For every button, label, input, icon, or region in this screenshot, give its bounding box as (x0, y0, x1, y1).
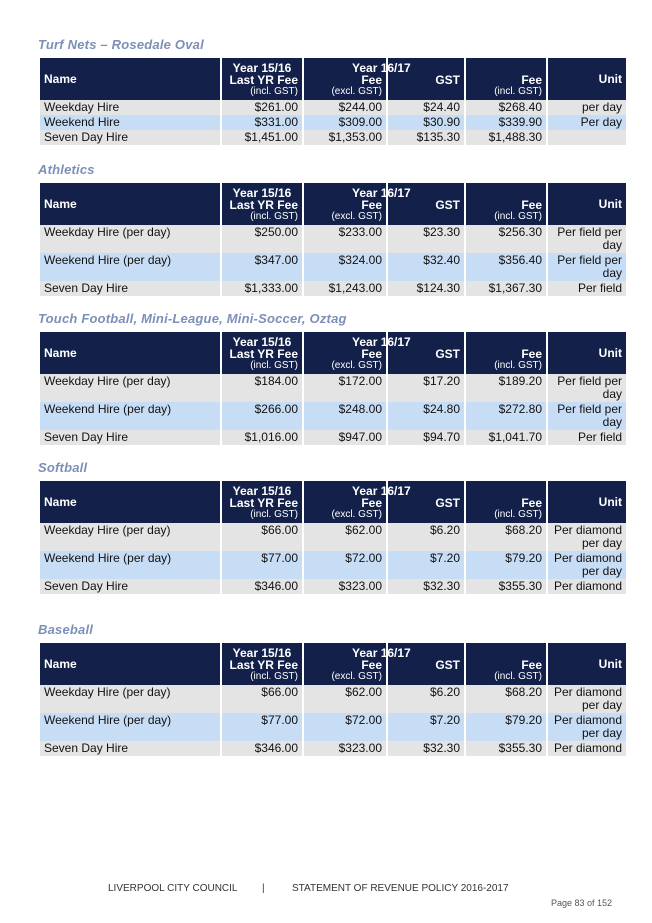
table-row (40, 402, 626, 430)
row-name: Weekday Hire (per day) (40, 523, 220, 551)
row-fee-excl: $62.00 (304, 523, 386, 551)
row-gst: $124.30 (388, 281, 464, 296)
row-fee-incl: $356.40 (466, 253, 546, 281)
header-unit: Unit (548, 58, 626, 100)
footer-policy: STATEMENT OF REVENUE POLICY 2016-2017 (292, 883, 509, 894)
footer-council: LIVERPOOL CITY COUNCIL (108, 883, 238, 894)
section-title: Touch Football, Mini-League, Mini-Soccer, Oztag (38, 311, 347, 326)
row-fee-excl: $323.00 (304, 579, 386, 594)
row-gst: $24.80 (388, 402, 464, 430)
row-last-yr-fee: $77.00 (222, 551, 302, 579)
footer-separator: | (262, 883, 265, 894)
row-last-yr-fee: $261.00 (222, 100, 302, 115)
fee-table (38, 643, 628, 756)
row-gst: $7.20 (388, 551, 464, 579)
header-unit: Unit (548, 332, 626, 374)
row-gst: $6.20 (388, 523, 464, 551)
row-name: Seven Day Hire (40, 281, 220, 296)
section-title: Softball (38, 460, 88, 475)
row-fee-incl: $68.20 (466, 523, 546, 551)
row-fee-incl: $1,041.70 (466, 430, 546, 445)
row-fee-incl: $79.20 (466, 551, 546, 579)
header-name: Name (40, 643, 220, 685)
table-header-row (40, 643, 626, 685)
fee-table (38, 58, 628, 145)
fee-table (38, 183, 628, 296)
row-last-yr-fee: $347.00 (222, 253, 302, 281)
table-header-row (40, 481, 626, 523)
header-fee-excl: Fee (excl. GST) (304, 643, 386, 685)
row-fee-excl: $323.00 (304, 741, 386, 756)
header-name: Name (40, 183, 220, 225)
row-fee-excl: $233.00 (304, 225, 386, 253)
row-gst: $30.90 (388, 115, 464, 130)
fee-table (38, 481, 628, 594)
row-gst: $32.30 (388, 741, 464, 756)
row-fee-excl: $947.00 (304, 430, 386, 445)
row-name: Seven Day Hire (40, 430, 220, 445)
header-last-yr-fee: Year 15/16 Last YR Fee (incl. GST) (222, 332, 302, 374)
header-gst: Year 16/17 GST (388, 643, 464, 685)
header-last-yr-fee: Year 15/16 Last YR Fee (incl. GST) (222, 643, 302, 685)
header-fee-excl: Fee (excl. GST) (304, 58, 386, 100)
row-unit: per day (548, 100, 626, 115)
row-fee-incl: $268.40 (466, 100, 546, 115)
row-last-yr-fee: $1,451.00 (222, 130, 302, 145)
header-gst: Year 16/17 GST (388, 332, 464, 374)
header-last-yr-fee: Year 15/16 Last YR Fee (incl. GST) (222, 58, 302, 100)
row-gst: $135.30 (388, 130, 464, 145)
row-gst: $32.30 (388, 579, 464, 594)
row-fee-excl: $62.00 (304, 685, 386, 713)
table-row (40, 100, 626, 115)
row-gst: $94.70 (388, 430, 464, 445)
section-title: Baseball (38, 622, 94, 637)
header-gst: Year 16/17 GST (388, 481, 464, 523)
row-unit: Per diamond per day (548, 551, 626, 579)
row-unit: Per field per day (548, 402, 626, 430)
row-name: Seven Day Hire (40, 579, 220, 594)
table-header-row (40, 58, 626, 100)
row-fee-excl: $172.00 (304, 374, 386, 402)
header-unit: Unit (548, 643, 626, 685)
row-gst: $24.40 (388, 100, 464, 115)
row-name: Weekday Hire (per day) (40, 225, 220, 253)
row-fee-excl: $72.00 (304, 713, 386, 741)
row-last-yr-fee: $66.00 (222, 523, 302, 551)
row-fee-incl: $339.90 (466, 115, 546, 130)
row-fee-incl: $355.30 (466, 741, 546, 756)
header-fee-incl: Fee (incl. GST) (466, 643, 546, 685)
row-fee-incl: $68.20 (466, 685, 546, 713)
header-fee-excl: Fee (excl. GST) (304, 183, 386, 225)
row-fee-excl: $309.00 (304, 115, 386, 130)
header-fee-excl: Fee (excl. GST) (304, 332, 386, 374)
row-fee-excl: $244.00 (304, 100, 386, 115)
table-header-row (40, 183, 626, 225)
header-last-yr-fee: Year 15/16 Last YR Fee (incl. GST) (222, 481, 302, 523)
row-fee-incl: $1,488.30 (466, 130, 546, 145)
row-name: Weekday Hire (40, 100, 220, 115)
row-unit: Per diamond per day (548, 523, 626, 551)
table-row (40, 523, 626, 551)
row-last-yr-fee: $1,016.00 (222, 430, 302, 445)
row-unit: Per field per day (548, 253, 626, 281)
table-row (40, 115, 626, 130)
table-row (40, 374, 626, 402)
row-name: Weekend Hire (per day) (40, 551, 220, 579)
page-number: Page 83 of 152 (550, 898, 612, 908)
row-last-yr-fee: $77.00 (222, 713, 302, 741)
row-unit: Per day (548, 115, 626, 130)
row-fee-excl: $72.00 (304, 551, 386, 579)
header-name: Name (40, 58, 220, 100)
row-last-yr-fee: $346.00 (222, 741, 302, 756)
row-unit (548, 130, 626, 145)
table-header-row (40, 332, 626, 374)
row-fee-excl: $248.00 (304, 402, 386, 430)
row-last-yr-fee: $184.00 (222, 374, 302, 402)
table-row (40, 713, 626, 741)
row-fee-incl: $355.30 (466, 579, 546, 594)
row-last-yr-fee: $331.00 (222, 115, 302, 130)
row-name: Seven Day Hire (40, 741, 220, 756)
row-name: Weekend Hire (40, 115, 220, 130)
header-fee-incl: Fee (incl. GST) (466, 481, 546, 523)
row-fee-excl: $1,243.00 (304, 281, 386, 296)
section-title: Athletics (38, 162, 95, 177)
row-gst: $23.30 (388, 225, 464, 253)
row-unit: Per diamond per day (548, 713, 626, 741)
row-fee-excl: $1,353.00 (304, 130, 386, 145)
header-fee-incl: Fee (incl. GST) (466, 332, 546, 374)
row-fee-incl: $272.80 (466, 402, 546, 430)
header-name: Name (40, 481, 220, 523)
header-fee-excl: Fee (excl. GST) (304, 481, 386, 523)
row-name: Weekend Hire (per day) (40, 253, 220, 281)
row-fee-incl: $79.20 (466, 713, 546, 741)
row-unit: Per diamond (548, 741, 626, 756)
row-name: Weekend Hire (per day) (40, 713, 220, 741)
row-unit: Per field per day (548, 374, 626, 402)
table-row (40, 741, 626, 756)
row-name: Weekend Hire (per day) (40, 402, 220, 430)
table-row (40, 430, 626, 445)
row-gst: $32.40 (388, 253, 464, 281)
row-gst: $17.20 (388, 374, 464, 402)
row-unit: Per field (548, 430, 626, 445)
header-last-yr-fee: Year 15/16 Last YR Fee (incl. GST) (222, 183, 302, 225)
table-row (40, 130, 626, 145)
row-name: Weekday Hire (per day) (40, 374, 220, 402)
row-name: Seven Day Hire (40, 130, 220, 145)
table-row (40, 225, 626, 253)
row-gst: $6.20 (388, 685, 464, 713)
table-row (40, 685, 626, 713)
header-fee-incl: Fee (incl. GST) (466, 58, 546, 100)
row-fee-incl: $256.30 (466, 225, 546, 253)
header-gst: Year 16/17 GST (388, 183, 464, 225)
row-name: Weekday Hire (per day) (40, 685, 220, 713)
row-last-yr-fee: $346.00 (222, 579, 302, 594)
row-unit: Per field per day (548, 225, 626, 253)
table-row (40, 579, 626, 594)
row-unit: Per diamond (548, 579, 626, 594)
row-last-yr-fee: $250.00 (222, 225, 302, 253)
row-gst: $7.20 (388, 713, 464, 741)
header-name: Name (40, 332, 220, 374)
table-row (40, 551, 626, 579)
row-unit: Per diamond per day (548, 685, 626, 713)
row-fee-incl: $1,367.30 (466, 281, 546, 296)
row-fee-incl: $189.20 (466, 374, 546, 402)
row-last-yr-fee: $1,333.00 (222, 281, 302, 296)
row-last-yr-fee: $66.00 (222, 685, 302, 713)
section-title: Turf Nets – Rosedale Oval (38, 37, 204, 52)
header-unit: Unit (548, 183, 626, 225)
row-fee-excl: $324.00 (304, 253, 386, 281)
row-unit: Per field (548, 281, 626, 296)
header-fee-incl: Fee (incl. GST) (466, 183, 546, 225)
header-unit: Unit (548, 481, 626, 523)
header-gst: Year 16/17 GST (388, 58, 464, 100)
table-row (40, 281, 626, 296)
fee-table (38, 332, 628, 445)
row-last-yr-fee: $266.00 (222, 402, 302, 430)
table-row (40, 253, 626, 281)
